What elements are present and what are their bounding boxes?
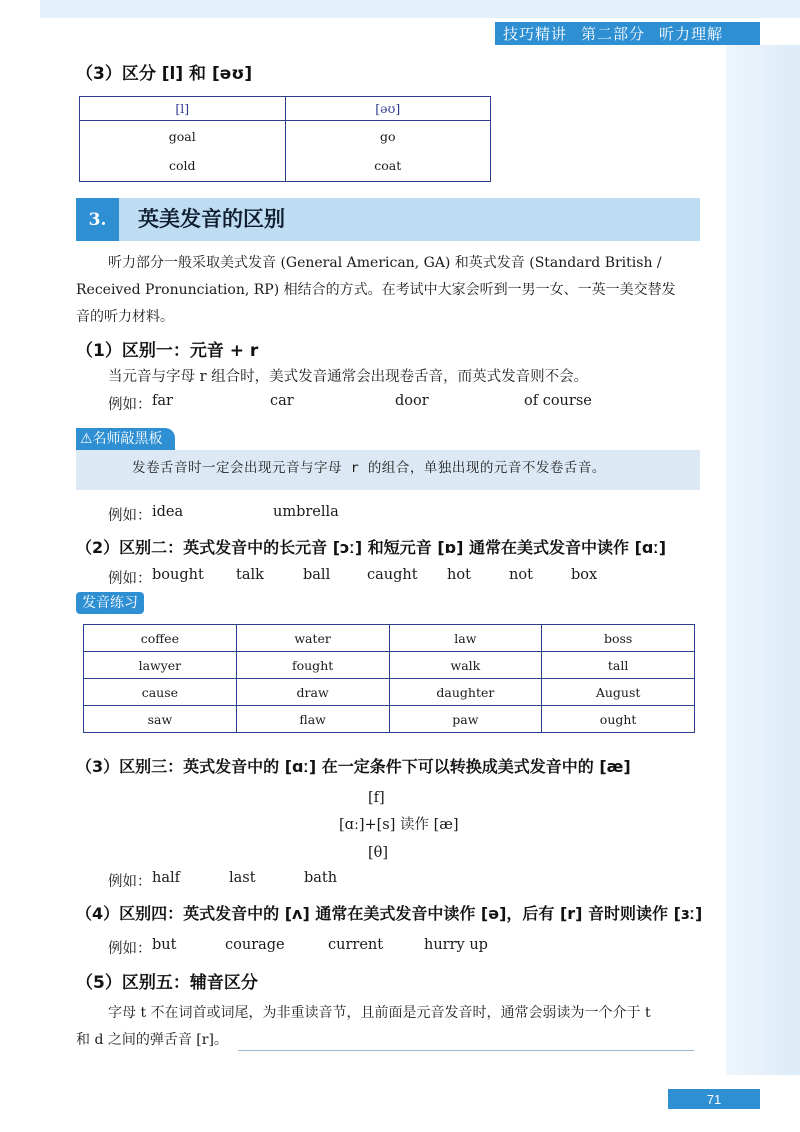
practice-cell: paw — [389, 706, 542, 733]
page-number: 71 — [668, 1089, 760, 1109]
practice-cell: law — [389, 625, 542, 652]
right-decor-band — [726, 45, 800, 1075]
table-l-ou — [79, 96, 491, 182]
intro-line: Received Pronunciation, RP) 相结合的方式。在考试中大家会听到一男一女、一英一美交替发 — [76, 282, 676, 298]
example-word: hurry up — [424, 937, 488, 953]
example-word: last — [229, 870, 256, 886]
practice-cell: coffee — [84, 625, 237, 652]
intro-paragraph — [76, 250, 706, 331]
example-word: idea — [152, 504, 184, 520]
header-section: 听力理解 — [659, 25, 724, 43]
example-label: 例如： — [108, 571, 152, 587]
tip-text: 发卷舌音时一定会出现元音与字母 r 的组合，单独出现的元音不发卷舌音。 — [132, 460, 606, 476]
example-word: ball — [303, 567, 331, 583]
diff5-heading: （5）区别五：辅音区分 — [76, 973, 258, 993]
example-word: bath — [304, 870, 338, 886]
diff1-heading: （1）区别一：元音 + r — [76, 341, 259, 361]
rule-bottom: [θ] — [368, 845, 389, 861]
diff5-paragraph — [76, 1000, 706, 1054]
running-header — [495, 22, 760, 45]
table1-cell: go — [379, 129, 396, 144]
practice-cell: draw — [236, 679, 389, 706]
practice-cell: saw — [84, 706, 237, 733]
rule-top: [f] — [368, 790, 385, 806]
practice-label: 发音练习 — [76, 592, 144, 614]
example-word: not — [509, 567, 533, 583]
tip-label: ⚠名师敲黑板 — [76, 428, 175, 450]
practice-cell: cause — [84, 679, 237, 706]
table1-header-l: [l] — [80, 97, 286, 121]
diff5-line: 字母 t 不在词首或词尾，为非重读音节，且前面是元音发音时，通常会弱读为一个介于 t — [108, 1005, 651, 1021]
p3-heading: （3）区分 [l] 和 [əʊ] — [76, 64, 253, 84]
practice-cell: flaw — [236, 706, 389, 733]
practice-cell: daughter — [389, 679, 542, 706]
header-chapter: 技巧精讲 — [503, 25, 568, 43]
section-number: 3. — [76, 198, 119, 241]
practice-cell: water — [236, 625, 389, 652]
diff2-heading: （2）区别二：英式发音中的长元音 [ɔː] 和短元音 [ɒ] 通常在美式发音中读作 [ɑː] — [76, 538, 667, 557]
example-word: current — [328, 937, 384, 953]
table1-cell: coat — [374, 158, 402, 173]
top-decor-band — [40, 0, 800, 18]
example-word: door — [395, 393, 429, 409]
table1-col-ou — [285, 121, 491, 182]
example-word: bought — [152, 567, 204, 583]
table1-cell: goal — [168, 129, 196, 144]
practice-cell: boss — [542, 625, 695, 652]
practice-cell: ought — [542, 706, 695, 733]
practice-cell: tall — [542, 652, 695, 679]
diff5-line: 和 d 之间的弹舌音 [r]。 — [76, 1032, 228, 1048]
header-part: 第二部分 — [581, 25, 646, 43]
section-title: 英美发音的区别 — [138, 207, 285, 231]
example-word: far — [152, 393, 173, 409]
practice-cell: fought — [236, 652, 389, 679]
example-label: 例如： — [108, 397, 152, 413]
intro-line: 音的听力材料。 — [76, 309, 174, 325]
example-word: but — [152, 937, 177, 953]
intro-line: 听力部分一般采取美式发音 (General American, GA) 和英式发音 (Standard British / — [108, 255, 662, 271]
rule-middle: [ɑː]+[s] 读作 [æ] — [339, 817, 459, 833]
table1-col-l — [80, 121, 286, 182]
example-word: umbrella — [273, 504, 339, 520]
example-label: 例如： — [108, 874, 152, 890]
table1-cell: cold — [168, 158, 196, 173]
writing-line — [238, 1050, 694, 1051]
example-word: of course — [524, 393, 592, 409]
example-label: 例如： — [108, 941, 152, 957]
diff1-text: 当元音与字母 r 组合时，美式发音通常会出现卷舌音，而英式发音则不会。 — [108, 369, 589, 385]
example-word: hot — [447, 567, 471, 583]
example-word: half — [152, 870, 180, 886]
practice-cell: lawyer — [84, 652, 237, 679]
example-word: courage — [225, 937, 285, 953]
practice-cell: August — [542, 679, 695, 706]
diff4-heading: （4）区别四：英式发音中的 [ʌ] 通常在美式发音中读作 [ə]，后有 [r] 音时则读作 [ɜː] — [76, 904, 703, 923]
section-banner — [76, 198, 700, 241]
example-word: caught — [367, 567, 418, 583]
example-word: talk — [236, 567, 264, 583]
example-word: box — [571, 567, 598, 583]
example-word: car — [270, 393, 294, 409]
table1-header-ou: [əʊ] — [285, 97, 491, 121]
practice-cell: walk — [389, 652, 542, 679]
example-label: 例如： — [108, 508, 152, 524]
practice-table — [83, 624, 695, 733]
diff3-heading: （3）区别三：英式发音中的 [ɑː] 在一定条件下可以转换成美式发音中的 [æ] — [76, 757, 631, 776]
